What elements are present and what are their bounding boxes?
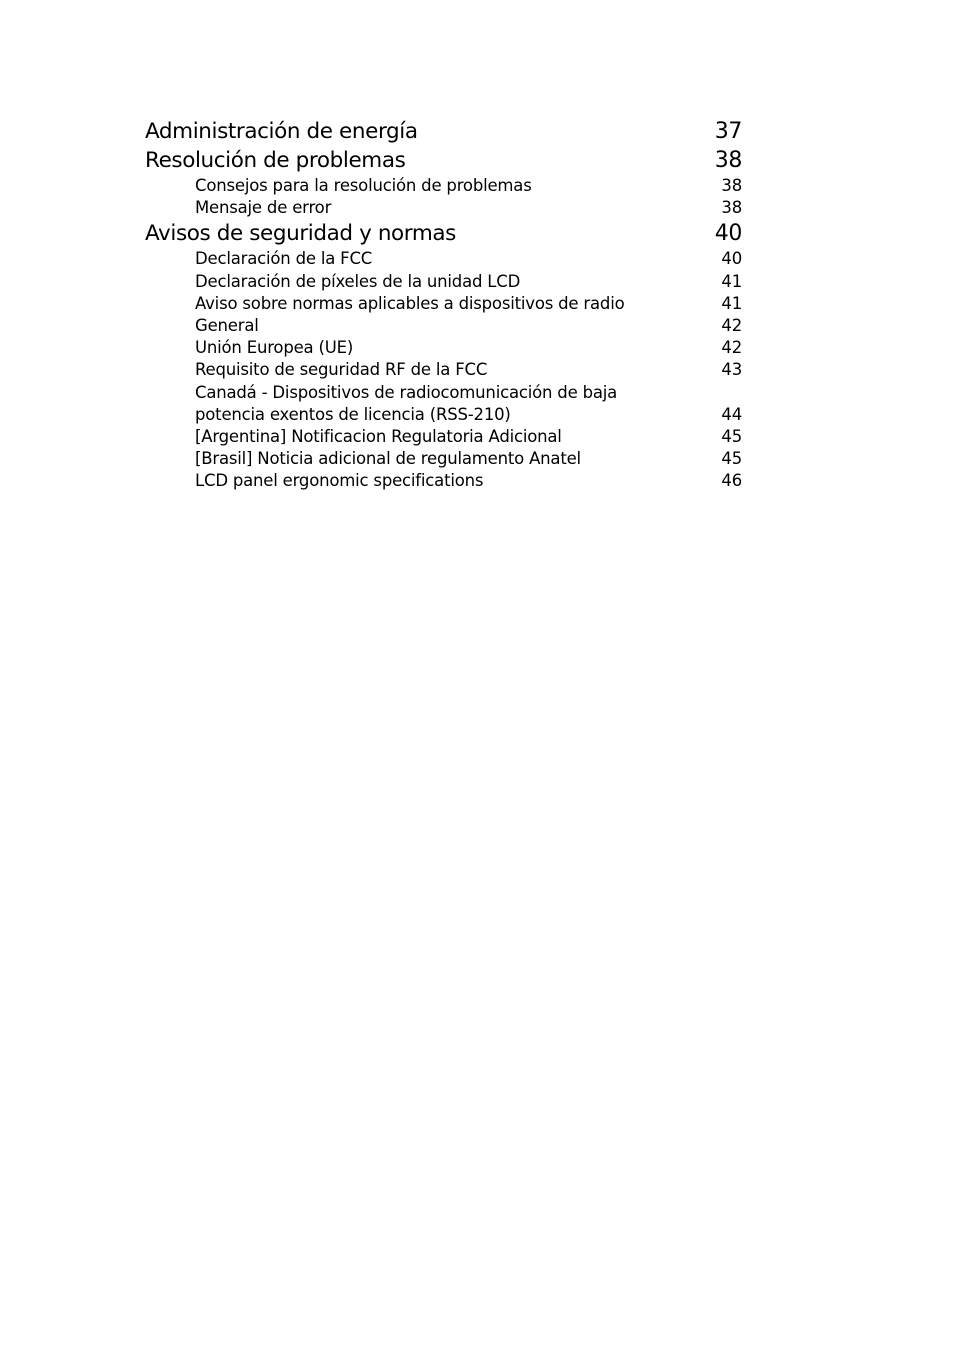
toc-item-title	[195, 382, 617, 426]
toc-section-title: Resolución de problemas	[145, 148, 406, 173]
toc-section-power-management[interactable]	[145, 117, 742, 146]
toc-section-page: 37	[714, 119, 742, 144]
toc-item-page: 45	[721, 449, 742, 469]
toc-item[interactable]	[145, 175, 742, 197]
toc-item[interactable]	[145, 470, 742, 492]
toc-item[interactable]	[145, 271, 742, 293]
toc-item[interactable]	[145, 315, 742, 337]
toc-item-title: Declaración de la FCC	[195, 249, 373, 269]
toc-item-page: 45	[721, 426, 742, 446]
toc-section-page: 38	[714, 148, 742, 173]
toc-item-page: 40	[721, 249, 742, 269]
toc-item-page: 42	[721, 338, 742, 358]
toc-item-page: 38	[721, 176, 742, 195]
toc-item-title: Aviso sobre normas aplicables a dispositivos de radio	[195, 293, 625, 313]
toc-item-page: 46	[721, 471, 742, 491]
toc-item[interactable]	[145, 248, 742, 270]
toc-item[interactable]	[145, 293, 742, 315]
toc-item-page: 38	[721, 198, 742, 218]
toc-item[interactable]	[145, 197, 742, 219]
toc-item[interactable]	[145, 359, 742, 381]
toc-item-page: 43	[721, 360, 742, 380]
toc-item-page: 42	[721, 315, 742, 335]
toc-item-title: Consejos para la resolución de problemas	[195, 176, 532, 195]
table-of-contents	[145, 117, 742, 492]
toc-item-title-line: potencia exentos de licencia (RSS-210)	[195, 404, 511, 424]
toc-item[interactable]	[145, 448, 742, 470]
toc-item-page: 41	[721, 293, 742, 313]
toc-item-page: 41	[721, 271, 742, 291]
toc-section-title: Avisos de seguridad y normas	[145, 221, 456, 247]
toc-item-page: 44	[721, 404, 742, 424]
toc-item-title: General	[195, 315, 259, 335]
toc-section-page: 40	[714, 221, 742, 247]
toc-section-title: Administración de energía	[145, 119, 418, 144]
toc-item-title-line: Canadá - Dispositivos de radiocomunicación de baja	[195, 382, 618, 402]
toc-item-title: Unión Europea (UE)	[195, 338, 354, 358]
toc-item-title: LCD panel ergonomic specifications	[195, 471, 484, 491]
toc-section-troubleshooting[interactable]	[145, 146, 742, 175]
toc-item-title: Mensaje de error	[195, 198, 332, 218]
toc-section-safety-regulatory[interactable]	[145, 219, 742, 248]
toc-item-title: Declaración de píxeles de la unidad LCD	[195, 271, 521, 291]
toc-item-title: [Argentina] Notificacion Regulatoria Adicional	[195, 426, 562, 446]
toc-item-title: Requisito de seguridad RF de la FCC	[195, 360, 488, 380]
toc-item-title: [Brasil] Noticia adicional de regulamento Anatel	[195, 449, 581, 469]
toc-item[interactable]	[145, 337, 742, 359]
toc-item[interactable]	[145, 426, 742, 448]
toc-item[interactable]	[145, 382, 742, 426]
